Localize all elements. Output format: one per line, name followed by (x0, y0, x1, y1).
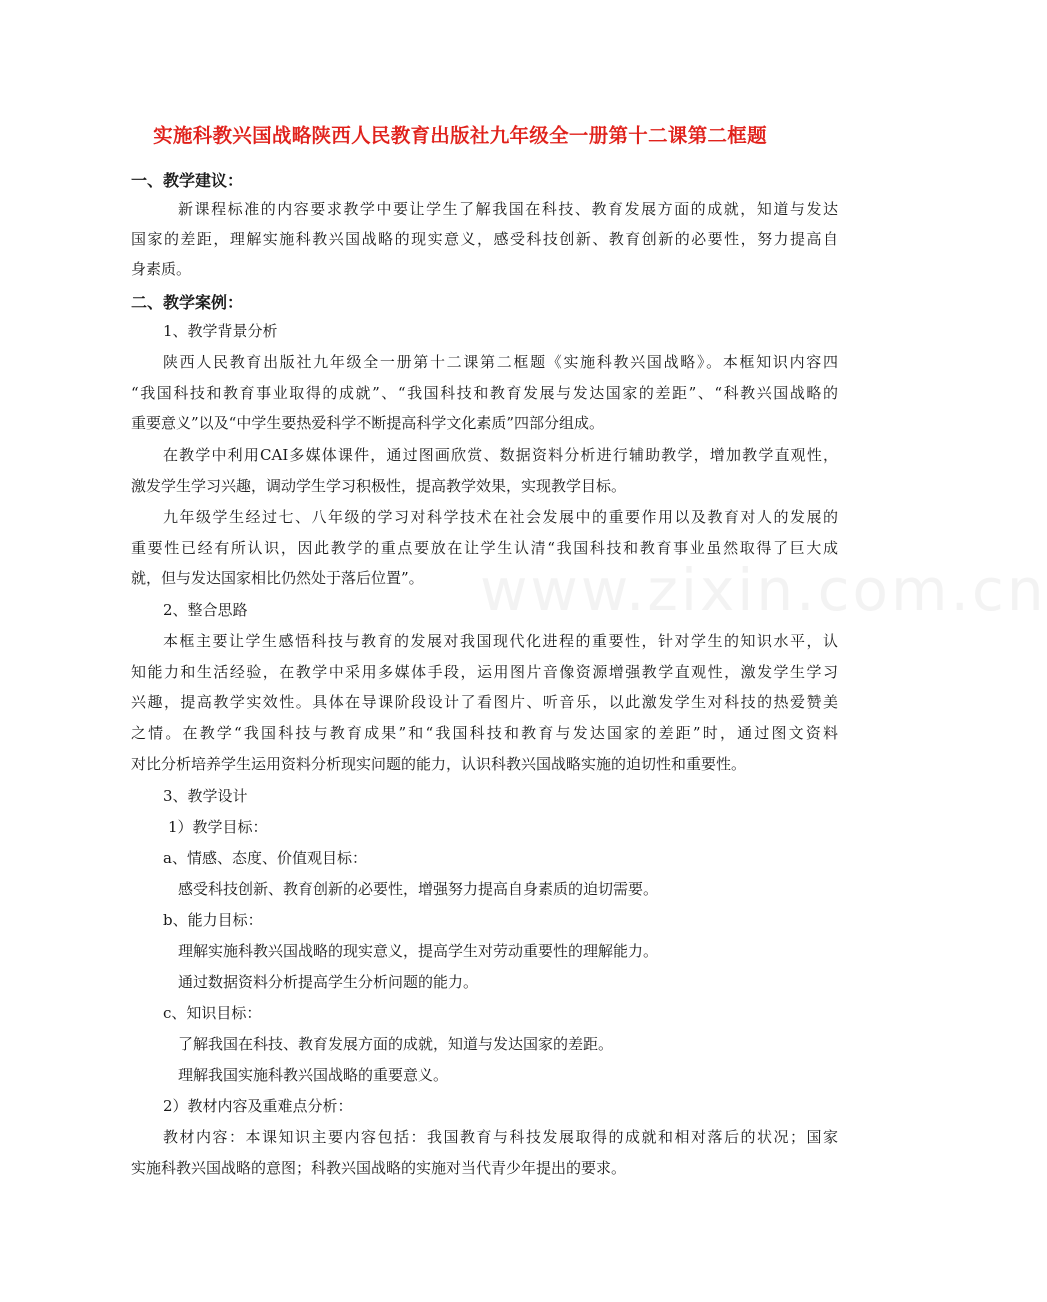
paragraph-line: 身素质。 (131, 260, 192, 278)
paragraph-line: 九年级学生经过七、八年级的学习对科学技术在社会发展中的重要作用以及教育对人的发展的 (163, 508, 838, 526)
goals-heading: 1）教学目标： (168, 818, 268, 836)
paragraph-line: 激发学生学习兴趣，调动学生学习积极性，提高教学效果，实现教学目标。 (131, 477, 627, 495)
goal-heading-ability: b、能力目标： (163, 911, 263, 929)
section-heading-case: 二、教学案例： (131, 293, 244, 312)
goal-heading-emotion: a、情感、态度、价值观目标： (163, 849, 367, 867)
paragraph-line: 重要意义”以及“中学生要热爱科学不断提高科学文化素质”四部分组成。 (131, 414, 605, 432)
goal-item: 通过数据资料分析提高学生分析问题的能力。 (178, 973, 479, 991)
watermark: www.zixin.com.cn (480, 556, 1047, 624)
document-title: 实施科教兴国战略陕西人民教育出版社九年级全一册第十二课第二框题 (153, 124, 767, 147)
paragraph-line: 在教学中利用CAI多媒体课件，通过图画欣赏、数据资料分析进行辅助教学，增加教学直观性， (163, 446, 838, 464)
paragraph-line: 本框主要让学生感悟科技与教育的发展对我国现代化进程的重要性，针对学生的知识水平，认 (163, 632, 838, 650)
paragraph-line: 实施科教兴国战略的意图；科教兴国战略的实施对当代青少年提出的要求。 (131, 1159, 627, 1177)
goal-heading-knowledge: c、知识目标： (163, 1004, 262, 1022)
content-heading: 2）教材内容及重难点分析： (163, 1097, 353, 1115)
paragraph-line: 之情。在教学“我国科技与教育成果”和“我国科技和教育与发达国家的差距”时，通过图文资料 (131, 724, 838, 742)
paragraph-line: 重要性已经有所认识，因此教学的重点要放在让学生认清“我国科技和教育事业虽然取得了巨大成 (131, 539, 838, 557)
goal-item: 理解实施科教兴国战略的现实意义，提高学生对劳动重要性的理解能力。 (178, 942, 659, 960)
goal-item: 感受科技创新、教育创新的必要性，增强努力提高自身素质的迫切需要。 (178, 880, 659, 898)
paragraph-line: 国家的差距，理解实施科教兴国战略的现实意义，感受科技创新、教育创新的必要性，努力提高自 (131, 230, 838, 248)
paragraph-line: 教材内容：本课知识主要内容包括：我国教育与科技发展取得的成就和相对落后的状况；国家 (163, 1128, 838, 1146)
paragraph-line: 兴趣，提高教学实效性。具体在导课阶段设计了看图片、听音乐，以此激发学生对科技的热爱赞美 (131, 693, 838, 711)
section-heading-suggestions: 一、教学建议： (131, 171, 244, 190)
subsection-heading: 1、教学背景分析 (163, 322, 278, 340)
paragraph-line: 陕西人民教育出版社九年级全一册第十二课第二框题《实施科教兴国战略》。本框知识内容四 (163, 353, 838, 371)
subsection-heading: 3、教学设计 (163, 787, 248, 805)
paragraph-line: 对比分析培养学生运用资料分析现实问题的能力，认识科教兴国战略实施的迫切性和重要性。 (131, 755, 747, 773)
paragraph-line: 就，但与发达国家相比仍然处于落后位置”。 (131, 569, 424, 587)
subsection-heading: 2、整合思路 (163, 601, 248, 619)
paragraph-line: 新课程标准的内容要求教学中要让学生了解我国在科技、教育发展方面的成就，知道与发达 (178, 200, 838, 218)
paragraph-line: 知能力和生活经验，在教学中采用多媒体手段，运用图片音像资源增强教学直观性，激发学生学习 (131, 663, 838, 681)
paragraph-line: “我国科技和教育事业取得的成就”、“我国科技和教育发展与发达国家的差距”、“科教兴国战略的 (131, 384, 838, 402)
goal-item: 理解我国实施科教兴国战略的重要意义。 (178, 1066, 449, 1084)
goal-item: 了解我国在科技、教育发展方面的成就，知道与发达国家的差距。 (178, 1035, 614, 1053)
